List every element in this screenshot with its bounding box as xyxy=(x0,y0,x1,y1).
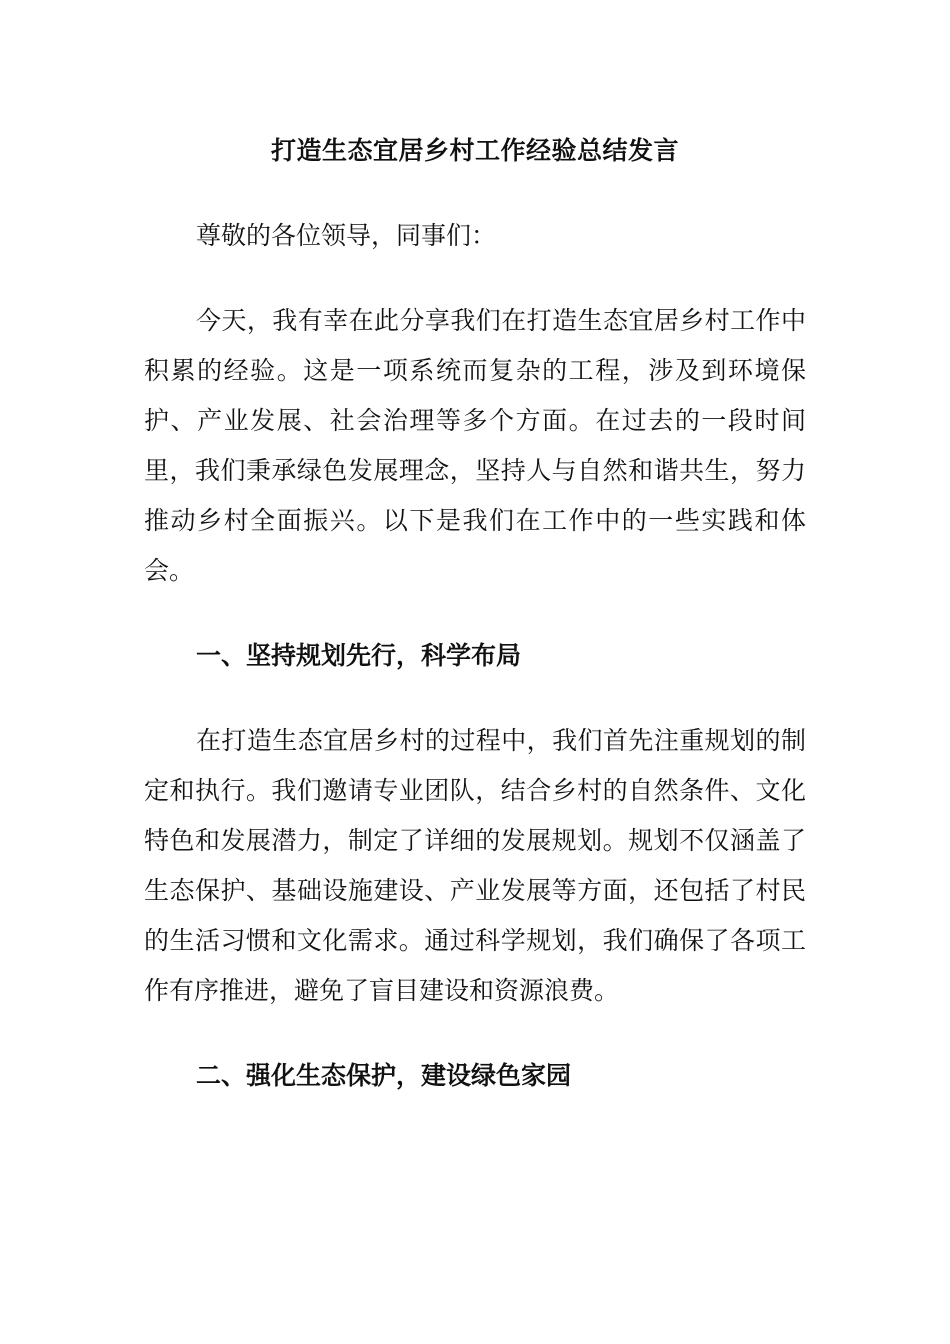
document-content xyxy=(144,126,806,1101)
section-paragraph-1: 在打造生态宜居乡村的过程中，我们首先注重规划的制定和执行。我们邀请专业团队，结合乡村的自然条件、文化特色和发展潜力，制定了详细的发展规划。规划不仅涵盖了生态保护、基础设施建设、产业发展等方面，还包括了村民的生活习惯和文化需求。通过科学规划，我们确保了各项工作有序推进，避免了盲目建设和资源浪费。 xyxy=(144,726,806,1005)
salutation: 尊敬的各位领导，同事们： xyxy=(196,221,497,250)
document-title: 打造生态宜居乡村工作经验总结发言 xyxy=(270,136,679,165)
section-heading-1: 一、坚持规划先行，科学布局 xyxy=(196,641,522,670)
intro-paragraph: 今天，我有幸在此分享我们在打造生态宜居乡村工作中积累的经验。这是一项系统而复杂的工程，涉及到环境保护、产业发展、社会治理等多个方面。在过去的一段时间里，我们秉承绿色发展理念，坚持人与自然和谐共生，努力推动乡村全面振兴。以下是我们在工作中的一些实践和体会。 xyxy=(144,306,806,585)
section-heading-2: 二、强化生态保护，建设绿色家园 xyxy=(196,1061,572,1090)
